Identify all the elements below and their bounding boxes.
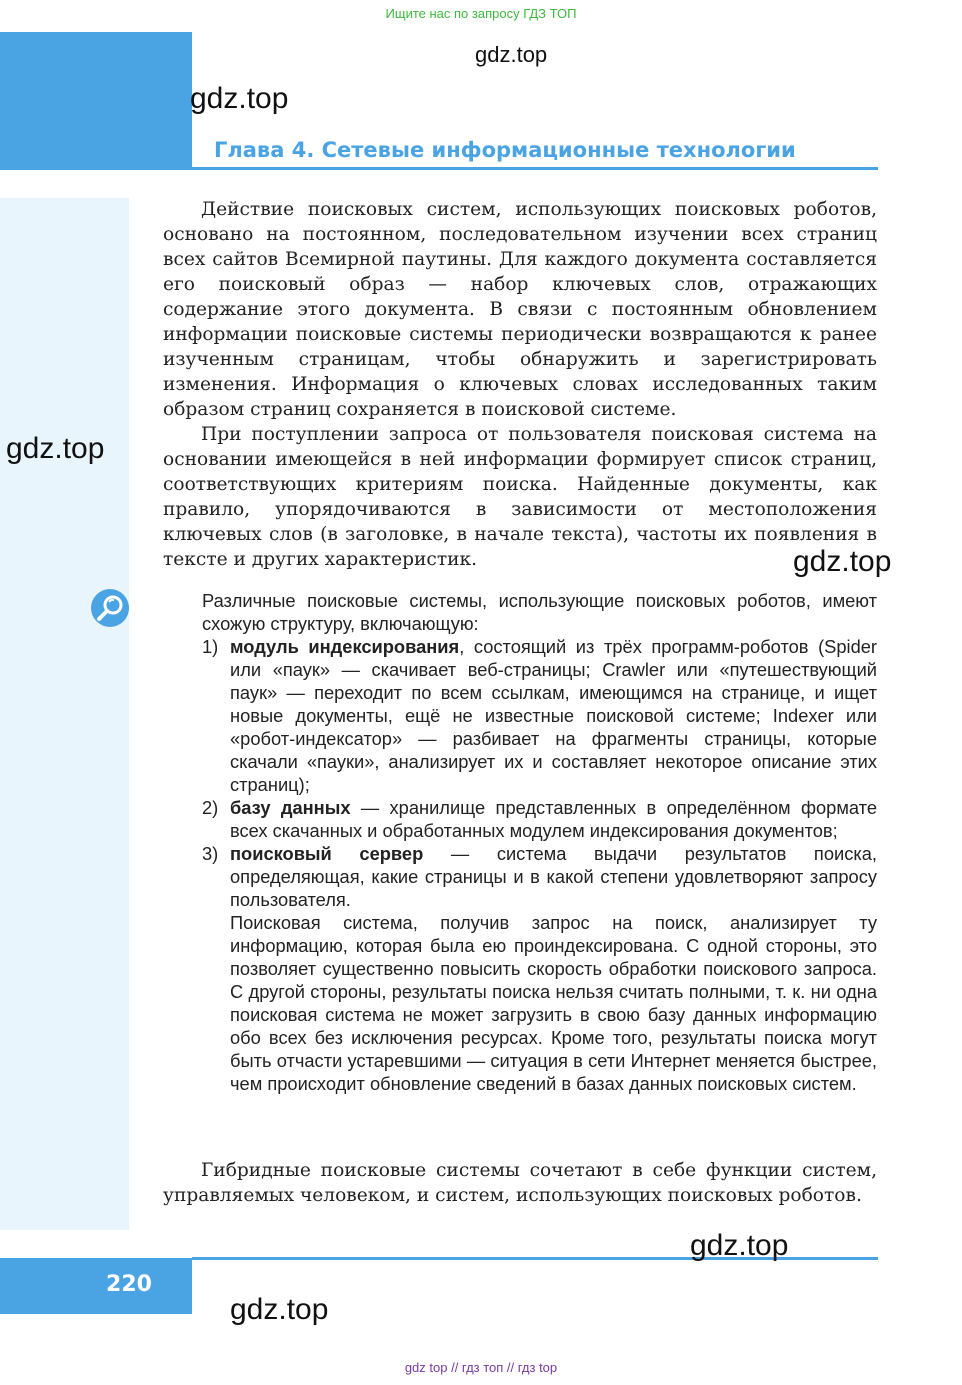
watermark: gdz.top — [690, 1229, 789, 1262]
header-rule — [192, 167, 878, 170]
watermark: gdz.top — [793, 545, 892, 578]
box-intro: Различные поисковые системы, использующие поисковых роботов, имеют схожую структуру, включающую: — [202, 590, 877, 634]
top-banner: Ищите нас по запросу ГДЗ ТОП — [385, 6, 577, 21]
structure-list — [202, 635, 877, 911]
watermark: gdz.top — [475, 42, 548, 67]
list-number: 3) — [202, 843, 219, 864]
list-item — [202, 796, 877, 842]
list-term: базу данных — [230, 797, 351, 818]
watermark: gdz.top — [230, 1293, 329, 1326]
paragraph: Гибридные поисковые системы сочетают в себе функции систем, управляемых человеком, и систем, использующих поисковых роботов. — [163, 1160, 877, 1206]
final-text-block — [163, 1158, 877, 1208]
list-term: модуль индексирования — [230, 636, 460, 657]
list-text: , состоящий из трёх программ-роботов (Spider или «паук» — скачивает веб-страницы; Crawler или «путешествующий паук» — переходит по всем ссылкам, имеющимся на странице, и ищет новые документы, ещё не известные поисковой системе; Indexer или «робот-индексатор» — разбивает на фрагменты страницы, которые скачали «пауки», анализирует их и составляет некоторое описание этих страниц); — [230, 636, 877, 795]
header-block — [0, 32, 192, 170]
list-item — [202, 635, 877, 796]
list-number: 1) — [202, 636, 219, 657]
list-text: — система выдачи результатов поиска, определяющая, какие страницы и в какой степени удовлетворяют запросу пользователя. — [230, 843, 877, 910]
list-term: поисковый сервер — [230, 843, 424, 864]
info-box — [202, 589, 877, 1095]
list-item — [202, 842, 877, 911]
watermark: gdz.top — [6, 432, 105, 465]
chapter-title: Глава 4. Сетевые информационные технологии — [214, 138, 796, 162]
page-number: 220 — [106, 1272, 152, 1297]
list-text: — хранилище представленных в определённом формате всех скачанных и обработанных модулем индексирования документов; — [230, 797, 877, 841]
search-icon — [91, 589, 129, 627]
bottom-banner: gdz top // гдз топ // гдз top — [404, 1360, 558, 1375]
paragraph: При поступлении запроса от пользователя поисковая система на основании имеющейся в ней информации формирует список страниц, соответствующих критериям поиска. Найденные документы, как правило, упорядочиваются в зависимости от местоположения ключевых слов (в заголовке, в начале текста), частоты их появления в тексте и других характеристик. — [163, 424, 877, 570]
paragraph: Действие поисковых систем, использующих поисковых роботов, основано на постоянном, последовательном изучении всех страниц всех сайтов Всемирной паутины. Для каждого документа составляется его поисковый образ — набор ключевых слов, отражающих содержание этого документа. В связи с постоянным обновлением информации поисковые системы периодически возвращаются к ранее изученным страницам, чтобы обнаружить и зарегистрировать изменения. Информация о ключевых словах исследованных таким образом страниц сохраняется в поисковой системе. — [163, 199, 877, 420]
side-strip — [0, 198, 129, 1230]
main-text-block — [163, 197, 877, 572]
list-number: 2) — [202, 797, 219, 818]
watermark: gdz.top — [190, 82, 289, 115]
box-closing: Поисковая система, получив запрос на поиск, анализирует ту информацию, которая была ею проиндексирована. С одной стороны, это позволяет существенно повысить скорость обработки поискового запроса. С другой стороны, результаты поиска нельзя считать полными, т. к. ни одна поисковая система не может загрузить в свою базу данных информацию обо всех без исключения ресурсах. Кроме того, результаты поиска могут быть отчасти устаревшими — ситуация в сети Интернет меняется быстрее, чем происходит обновление сведений в базах данных поисковых систем. — [230, 912, 877, 1094]
